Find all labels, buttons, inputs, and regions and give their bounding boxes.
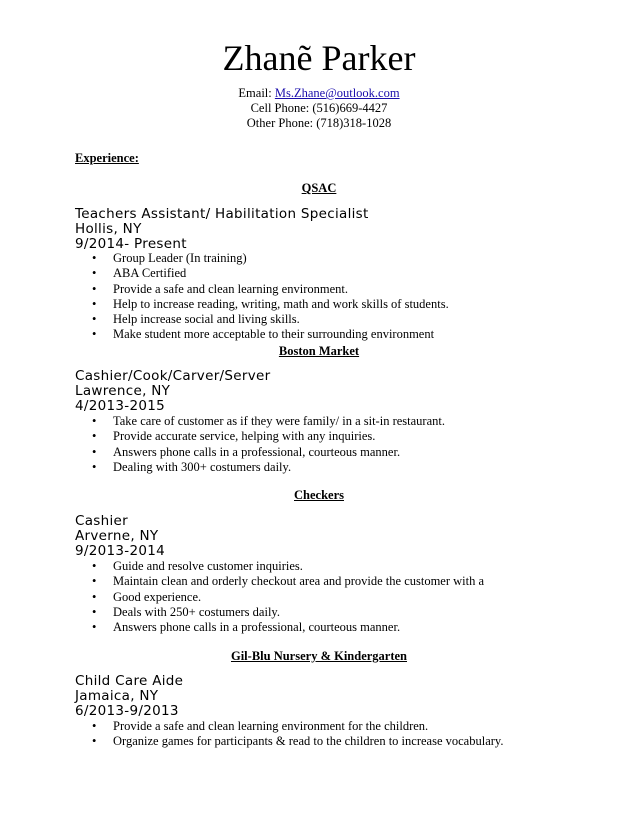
bullet-icon: • [92, 296, 97, 311]
duty-text: Dealing with 300+ costumers daily. [113, 459, 292, 474]
duty-item [92, 719, 503, 734]
email-link[interactable]: Ms.Zhane@outlook.com [274, 86, 400, 100]
job-dates: 9/2014- Present [75, 236, 187, 252]
bullet-icon: • [92, 604, 97, 619]
job-duties-list [92, 719, 503, 750]
duty-item [92, 429, 445, 444]
duty-item [92, 414, 445, 429]
bullet-icon: • [92, 444, 97, 459]
job-location: Lawrence, NY [75, 383, 171, 399]
duty-text: Deals with 250+ costumers daily. [113, 604, 280, 619]
duty-text: Help to increase reading, writing, math and work skills of students. [113, 296, 449, 311]
duty-text: Maintain clean and orderly checkout area and provide the customer with a [113, 574, 485, 589]
email-label: Email: [238, 86, 272, 100]
other-phone: Other Phone: (718)318-1028 [246, 116, 392, 130]
job-duties-list [92, 559, 484, 635]
bullet-icon: • [92, 574, 97, 589]
duty-item [92, 445, 445, 460]
bullet-icon: • [92, 734, 97, 749]
bullet-icon: • [92, 281, 97, 296]
bullet-icon: • [92, 414, 97, 428]
bullet-icon: • [92, 429, 97, 444]
job-location: Hollis, NY [75, 221, 142, 237]
bullet-icon: • [92, 251, 97, 265]
bullet-icon: • [92, 312, 97, 327]
duty-item [92, 559, 484, 574]
duty-text: Provide a safe and clean learning environment for the children. [113, 719, 429, 733]
duty-item [92, 327, 449, 342]
job-dates: 4/2013-2015 [75, 398, 166, 414]
bullet-icon: • [92, 459, 97, 474]
duty-item [92, 620, 484, 635]
employer-name: QSAC [301, 181, 337, 195]
duty-item [92, 605, 484, 620]
duty-text: Make student more acceptable to their surrounding environment [113, 327, 435, 342]
resume-name: Zhanẽ Parker [222, 38, 416, 78]
duty-item [92, 460, 445, 475]
duty-item [92, 297, 449, 312]
employer-name: Checkers [294, 488, 344, 502]
duty-text: Guide and resolve customer inquiries. [113, 559, 303, 573]
bullet-icon: • [92, 719, 97, 733]
job-title: Child Care Aide [75, 673, 184, 689]
bullet-icon: • [92, 327, 97, 342]
duty-text: Provide accurate service, helping with any inquiries. [113, 429, 376, 444]
job-title: Teachers Assistant/ Habilitation Specialist [75, 206, 369, 222]
job-duties-list [92, 414, 445, 475]
duty-item [92, 251, 449, 266]
duty-item [92, 266, 449, 281]
duty-text: Help increase social and living skills. [113, 312, 300, 327]
duty-text: Organize games for participants & read to the children to increase vocabulary. [113, 734, 504, 749]
cell-phone: Cell Phone: (516)669-4427 [250, 101, 388, 115]
job-title: Cashier [75, 513, 128, 529]
employer-name: Boston Market [278, 344, 360, 358]
duty-text: Group Leader (In training) [113, 251, 247, 265]
duty-item [92, 734, 503, 749]
bullet-icon: • [92, 589, 97, 604]
bullet-icon: • [92, 266, 97, 281]
bullet-icon: • [92, 620, 97, 635]
duty-text: Answers phone calls in a professional, courteous manner. [113, 444, 401, 459]
duty-text: Take care of customer as if they were family/ in a sit-in restaurant. [113, 414, 445, 428]
duty-item [92, 282, 449, 297]
job-title: Cashier/Cook/Carver/Server [75, 368, 271, 384]
job-dates: 9/2013-2014 [75, 543, 166, 559]
duty-text: Good experience. [113, 589, 202, 604]
duty-text: Provide a safe and clean learning environment. [113, 281, 348, 296]
experience-heading: Experience: [75, 151, 139, 165]
bullet-icon: • [92, 559, 97, 573]
job-location: Arverne, NY [75, 528, 159, 544]
duty-text: Answers phone calls in a professional, courteous manner. [113, 620, 401, 635]
duty-item [92, 574, 484, 589]
job-duties-list [92, 251, 449, 343]
job-dates: 6/2013-9/2013 [75, 703, 179, 719]
duty-text: ABA Certified [113, 266, 187, 281]
email-line [0, 85, 638, 101]
duty-item [92, 312, 449, 327]
duty-item [92, 590, 484, 605]
job-location: Jamaica, NY [75, 688, 159, 704]
employer-name: Gil-Blu Nursery & Kindergarten [230, 649, 408, 663]
